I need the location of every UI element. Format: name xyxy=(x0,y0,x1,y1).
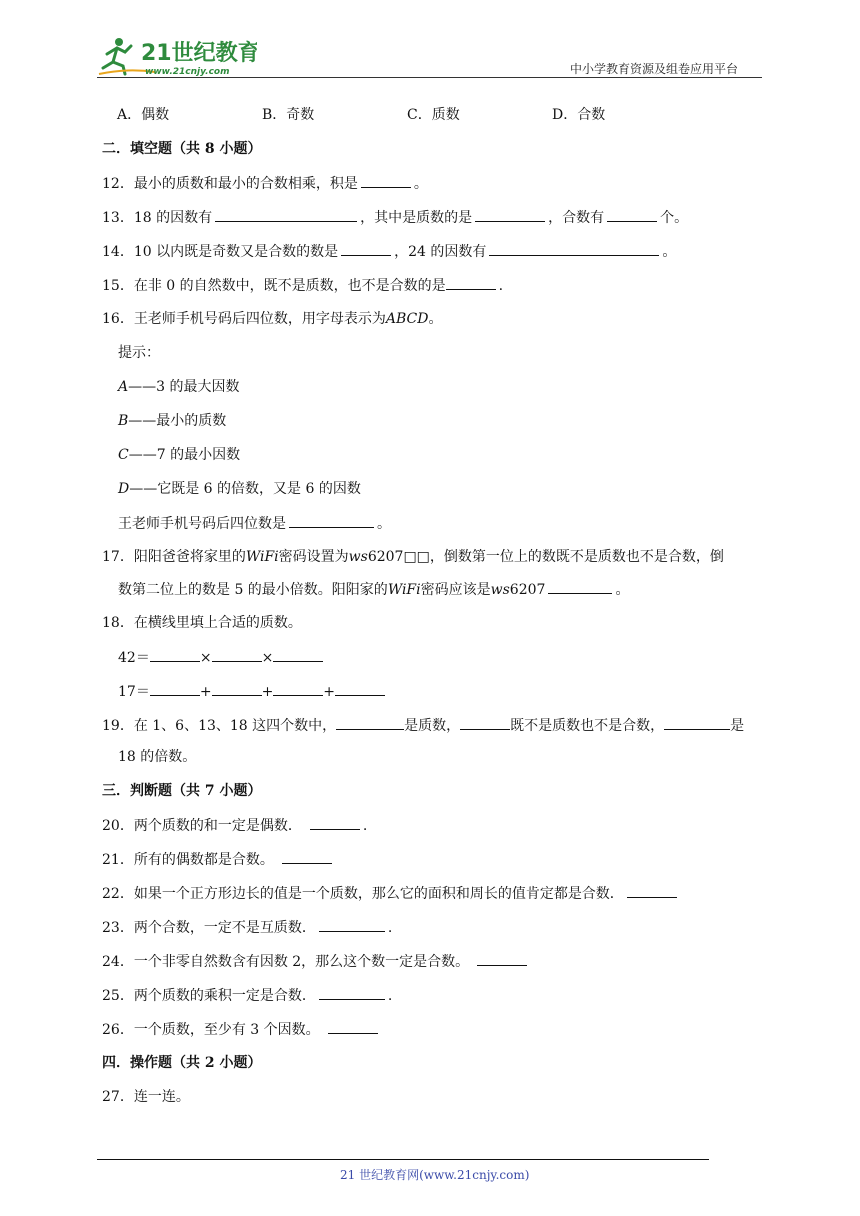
question-26 xyxy=(102,1019,381,1040)
q14-text: 14．10 以内既是奇数又是合数的数是 xyxy=(102,244,339,260)
q15-end: . xyxy=(498,278,504,294)
section-fill-title: 二．填空题（共 8 小题） xyxy=(102,141,262,157)
answer-blank[interactable] xyxy=(336,715,404,730)
logo-text: 21世纪教育 xyxy=(141,41,257,66)
q13-text-c: ，合数有 xyxy=(548,210,605,226)
option-a: A．偶数 xyxy=(117,107,170,123)
q18-17: 17＝ xyxy=(118,684,150,700)
answer-blank[interactable] xyxy=(475,207,545,222)
runner-logo-icon xyxy=(97,34,257,78)
site-logo xyxy=(97,34,257,78)
q16-text: 16．王老师手机号码后四位数，用字母表示为 xyxy=(102,311,386,327)
question-13 xyxy=(102,207,688,228)
answer-blank[interactable] xyxy=(664,715,730,730)
q16-ask-text: 王老师手机号码后四位数是 xyxy=(118,516,286,532)
q14-text-b: ，24 的因数有 xyxy=(394,244,487,260)
q19-text: 19．在 1、6、13、18 这四个数中， xyxy=(102,718,337,734)
q23-end: . xyxy=(387,920,393,936)
ws-prefix: ws xyxy=(348,549,368,565)
answer-blank[interactable] xyxy=(361,173,411,188)
answer-blank[interactable] xyxy=(273,647,323,662)
logo-url: www.21cnjy.com xyxy=(145,67,230,77)
answer-blank[interactable] xyxy=(150,647,200,662)
option-b: B．奇数 xyxy=(262,107,315,123)
q12-end: 。 xyxy=(413,176,428,192)
plus-sign: + xyxy=(323,684,336,700)
q16-ask-end: 。 xyxy=(377,516,391,532)
q18-42: 42＝ xyxy=(118,650,150,666)
answer-blank[interactable] xyxy=(212,681,262,696)
hint-c-text: ——7 的最小因数 xyxy=(128,447,241,463)
q18-line-42 xyxy=(118,647,323,668)
q14-end: 。 xyxy=(662,244,677,260)
hint-b-text: ——最小的质数 xyxy=(128,413,227,429)
q20-end: . xyxy=(362,818,368,834)
question-25 xyxy=(102,985,392,1006)
times-sign: × xyxy=(261,650,274,666)
q16-hint: 提示： xyxy=(118,345,160,361)
answer-blank[interactable] xyxy=(446,275,496,290)
question-18: 18．在横线里填上合适的质数。 xyxy=(102,615,302,631)
answer-blank[interactable] xyxy=(289,513,374,528)
answer-blank[interactable] xyxy=(460,715,510,730)
answer-blank[interactable] xyxy=(215,207,357,222)
answer-blank[interactable] xyxy=(489,241,659,256)
option-d: D．合数 xyxy=(552,107,606,123)
q16-hint-d xyxy=(118,479,361,499)
answer-blank[interactable] xyxy=(341,241,391,256)
hint-a-text: ——3 的最大因数 xyxy=(128,379,240,395)
answer-blank[interactable] xyxy=(212,647,262,662)
q21-text: 21．所有的偶数都是合数。 xyxy=(102,852,274,868)
q19-text-d: 是 xyxy=(730,718,745,734)
answer-blank[interactable] xyxy=(282,849,332,864)
answer-blank[interactable] xyxy=(548,579,612,594)
letter-a: A xyxy=(118,379,129,395)
q17-text-d: 数第二位上的数是 5 的最小倍数。阳阳家的 xyxy=(118,582,388,598)
answer-blank[interactable] xyxy=(477,951,527,966)
question-12 xyxy=(102,173,428,194)
q25-end: . xyxy=(387,988,393,1004)
answer-blank[interactable] xyxy=(335,681,385,696)
q16-hint-a xyxy=(118,377,239,397)
answer-blank[interactable] xyxy=(150,681,200,696)
q19-text-c: 既不是质数也不是合数， xyxy=(510,718,665,734)
q17-text-b: 密码设置为 xyxy=(278,549,349,565)
question-14 xyxy=(102,241,676,262)
section-operate-title: 四．操作题（共 2 小题） xyxy=(102,1055,262,1071)
question-24 xyxy=(102,951,530,972)
q16-end: 。 xyxy=(428,311,443,327)
question-16 xyxy=(102,309,442,329)
ws-prefix: ws xyxy=(490,582,510,598)
q19-text-b: 是质数， xyxy=(404,718,461,734)
q16-ask xyxy=(118,513,391,534)
question-22 xyxy=(102,883,680,904)
question-15 xyxy=(102,275,503,296)
times-sign: × xyxy=(199,650,212,666)
options-row xyxy=(117,105,697,125)
question-23 xyxy=(102,917,392,938)
footer-site: 21 世纪教育网(www.21cnjy.com) xyxy=(340,1168,530,1182)
footer-divider xyxy=(97,1159,709,1160)
q13-text: 13．18 的因数有 xyxy=(102,210,213,226)
question-19-cont: 18 的倍数。 xyxy=(118,749,197,765)
q17-text-c: 6207□□，倒数第一位上的数既不是质数也不是合数，倒 xyxy=(367,549,724,565)
q18-line-17 xyxy=(118,681,385,702)
letter-d: D xyxy=(118,481,130,497)
plus-sign: + xyxy=(261,684,274,700)
option-c: C．质数 xyxy=(407,107,460,123)
q17-end: 。 xyxy=(615,582,630,598)
letter-c: C xyxy=(118,447,129,463)
q13-end: 个。 xyxy=(660,210,689,226)
answer-blank[interactable] xyxy=(328,1019,378,1034)
question-20 xyxy=(102,815,367,836)
q17-digits: 6207 xyxy=(509,582,546,598)
q16-letters: ABCD xyxy=(385,311,429,327)
answer-blank[interactable] xyxy=(627,883,677,898)
question-27: 27．连一连。 xyxy=(102,1089,190,1105)
plus-sign: + xyxy=(199,684,212,700)
wifi-word: WiFi xyxy=(245,549,279,565)
answer-blank[interactable] xyxy=(273,681,323,696)
q25-text: 25．两个质数的乘积一定是合数． xyxy=(102,988,316,1004)
question-17-cont xyxy=(118,579,629,600)
q13-text-b: ，其中是质数的是 xyxy=(360,210,473,226)
q24-text: 24．一个非零自然数含有因数 2，那么这个数一定是合数。 xyxy=(102,954,470,970)
q17-text-e: 密码应该是 xyxy=(420,582,491,598)
q16-hint-b xyxy=(118,411,226,431)
answer-blank[interactable] xyxy=(310,815,360,830)
q23-text: 23．两个合数，一定不是互质数． xyxy=(102,920,316,936)
wifi-word: WiFi xyxy=(387,582,421,598)
q17-text: 17．阳阳爸爸将家里的 xyxy=(102,549,246,565)
question-21 xyxy=(102,849,335,870)
q26-text: 26．一个质数，至少有 3 个因数。 xyxy=(102,1022,320,1038)
answer-blank[interactable] xyxy=(319,917,385,932)
hint-d-text: ——它既是 6 的倍数，又是 6 的因数 xyxy=(129,481,361,497)
question-17 xyxy=(102,547,724,567)
q15-text: 15．在非 0 的自然数中，既不是质数，也不是合数的是 xyxy=(102,278,446,294)
section-judge-title: 三．判断题（共 7 小题） xyxy=(102,783,262,799)
q20-text: 20．两个质数的和一定是偶数． xyxy=(102,818,302,834)
q22-text: 22．如果一个正方形边长的值是一个质数，那么它的面积和周长的值肯定都是合数． xyxy=(102,886,624,902)
header-divider xyxy=(97,77,762,78)
platform-name: 中小学教育资源及组卷应用平台 xyxy=(570,62,739,76)
answer-blank[interactable] xyxy=(319,985,385,1000)
q12-text: 12．最小的质数和最小的合数相乘，积是 xyxy=(102,176,358,192)
answer-blank[interactable] xyxy=(607,207,657,222)
letter-b: B xyxy=(118,413,129,429)
q16-hint-c xyxy=(118,445,240,465)
question-19 xyxy=(102,715,744,736)
